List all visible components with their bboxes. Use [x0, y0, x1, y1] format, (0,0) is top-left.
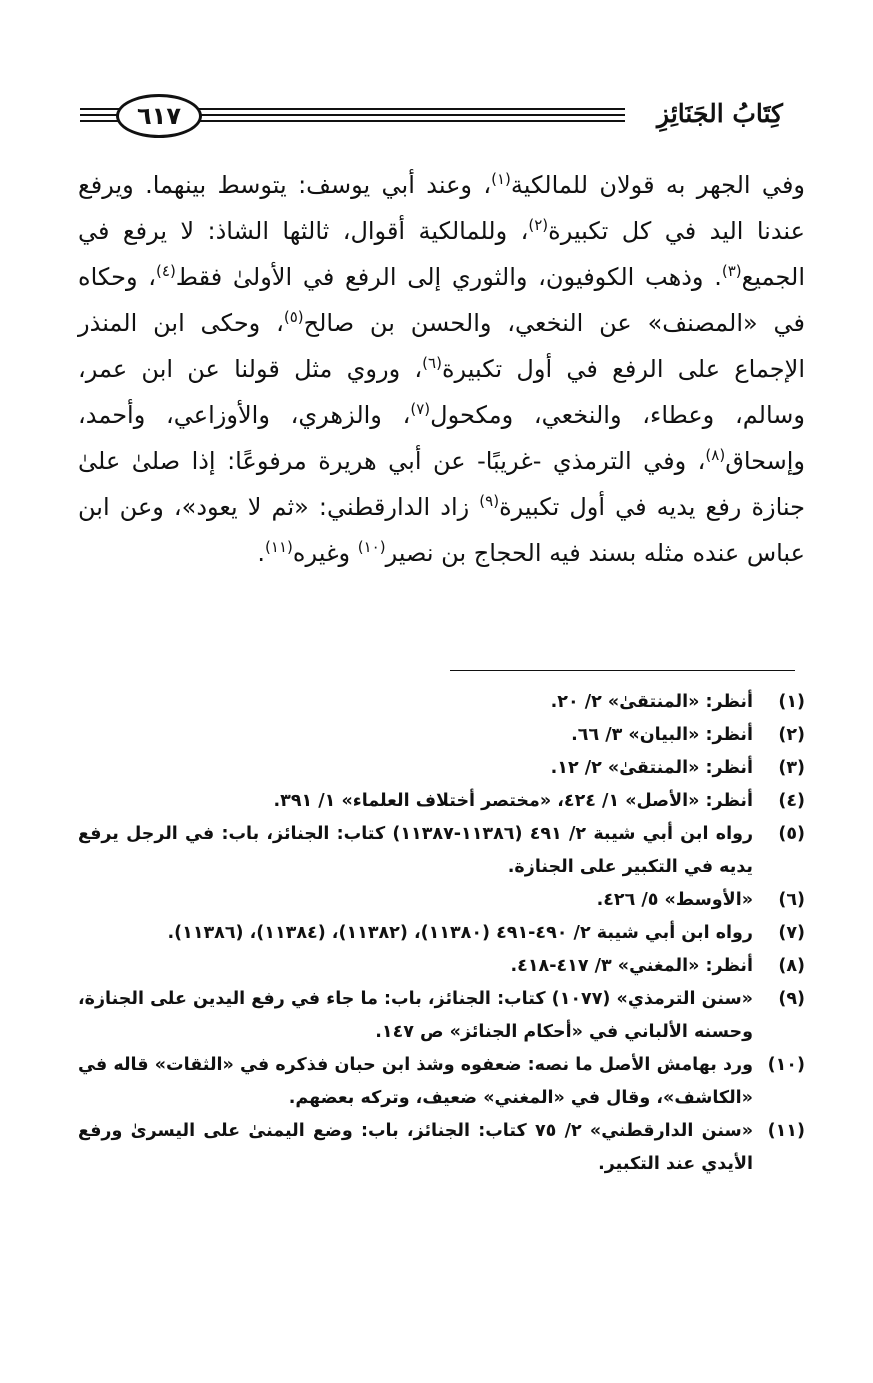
text-run: وغيره — [292, 539, 358, 567]
footnote-text: ورد بهامش الأصل ما نصه: ضعفوه وشذ ابن حبان فذكره في «الثقات» قاله في «الكاشف»، وقال في «المغني» ضعيف، وتركه بعضهم. — [78, 1055, 753, 1108]
page-number-oval — [116, 94, 202, 138]
footnote-number: (٢) — [778, 725, 805, 745]
text-run: . — [257, 539, 266, 567]
text-run: وفي الجهر به قولان للمالكية — [510, 171, 806, 199]
footnote-item — [78, 884, 805, 917]
main-text — [78, 162, 805, 576]
footnote-item — [78, 818, 805, 884]
page-number: ٦١٧ — [137, 102, 181, 130]
page-header — [80, 88, 805, 148]
footnote-ref[interactable]: (٥) — [283, 308, 304, 326]
footnote-number: (٨) — [778, 956, 805, 976]
footnote-ref[interactable]: (١١) — [265, 538, 293, 556]
footnote-ref[interactable]: (١) — [491, 170, 511, 188]
footnote-ref[interactable]: (٦) — [422, 354, 442, 372]
footnote-text: أنظر: «المنتقىٰ» ٢/ ٢٠. — [550, 692, 753, 712]
footnote-number: (٧) — [778, 923, 805, 943]
footnote-text: «سنن الدارقطني» ٢/ ٧٥ كتاب: الجنائز، باب: وضع اليمنىٰ على اليسرىٰ ورفع الأيدي عند التكبير. — [78, 1121, 753, 1174]
text-run: ، وفي الترمذي -غريبًا- عن أبي هريرة مرفوعًا: إذا صلىٰ علىٰ جنازة رفع يديه في أول تكبيرة — [78, 447, 805, 521]
footnote-text: رواه ابن أبي شيبة ٢/ ٤٩١ (١١٣٨٦-١١٣٨٧) كتاب: الجنائز، باب: في الرجل يرفع يديه في التكبير على الجنازة. — [78, 824, 754, 877]
footnote-item — [78, 752, 805, 785]
text-run: ، وروي مثل قولنا عن ابن عمر، وسالم، وعطاء، والنخعي، ومكحول — [78, 355, 805, 429]
footnote-ref[interactable]: (٧) — [410, 400, 431, 418]
text-run: . وذهب الكوفيون، والثوري إلى الرفع في الأولىٰ فقط — [175, 263, 722, 291]
footnote-ref[interactable]: (٢) — [528, 216, 549, 234]
footnote-text: أنظر: «المغني» ٣/ ٤١٧-٤١٨. — [510, 956, 753, 976]
footnote-number: (١١) — [767, 1121, 805, 1141]
footnote-number: (٦) — [778, 890, 805, 910]
footnote-item — [78, 950, 805, 983]
footnote-number: (١) — [778, 692, 805, 712]
footnote-item — [78, 686, 805, 719]
footnotes — [78, 686, 805, 1181]
footnote-number: (٩) — [778, 989, 805, 1009]
footnote-separator — [450, 670, 795, 671]
footnote-number: (١٠) — [767, 1055, 805, 1075]
main-paragraph — [78, 162, 805, 576]
footnote-number: (٤) — [778, 791, 805, 811]
footnote-ref[interactable]: (٨) — [705, 446, 726, 464]
footnote-number: (٥) — [778, 824, 805, 844]
footnote-item — [78, 785, 805, 818]
footnote-text: «الأوسط» ٥/ ٤٢٦. — [596, 890, 753, 910]
footnote-text: أنظر: «الأصل» ١/ ٤٢٤، «مختصر أختلاف العلماء» ١/ ٣٩١. — [273, 791, 753, 811]
footnote-text: أنظر: «البيان» ٣/ ٦٦. — [571, 725, 753, 745]
footnote-ref[interactable]: (٤) — [156, 262, 176, 280]
running-title: كِتَابُ الجَنَائِزِ — [625, 94, 815, 134]
footnote-item — [78, 1115, 805, 1181]
text-run: ، وحكى ابن المنذر الإجماع على الرفع في أول تكبيرة — [78, 309, 805, 383]
footnote-text: «سنن الترمذي» (١٠٧٧) كتاب: الجنائز، باب: ما جاء في رفع اليدين على الجنازة، وحسنه الألباني في «أحكام الجنائز» ص ١٤٧. — [78, 989, 753, 1042]
footnote-item — [78, 719, 805, 752]
text-run: ، وللمالكية أقوال، ثالثها الشاذ: لا يرفع في الجميع — [78, 217, 805, 291]
footnote-item — [78, 1049, 805, 1115]
footnote-text: أنظر: «المنتقىٰ» ٢/ ١٢. — [550, 758, 753, 778]
text-run: ، وحكاه في «المصنف» عن النخعي، والحسن بن صالح — [78, 263, 805, 337]
footnote-item — [78, 983, 805, 1049]
footnote-number: (٣) — [778, 758, 805, 778]
footnote-ref[interactable]: (٩) — [479, 492, 500, 510]
footnote-text: رواه ابن أبي شيبة ٢/ ٤٩٠-٤٩١ (١١٣٨٠)، (١١٣٨٢)، (١١٣٨٤)، (١١٣٨٦). — [167, 923, 753, 943]
footnote-ref[interactable]: (٣) — [721, 262, 742, 280]
text-run: زاد الدارقطني: «ثم لا يعود»، وعن ابن عباس عنده مثله بسند فيه الحجاج بن نصير — [78, 493, 805, 567]
footnote-ref[interactable]: (١٠) — [357, 538, 386, 556]
footnote-item — [78, 917, 805, 950]
text-run: ، وعند أبي يوسف: يتوسط بينهما. ويرفع عندنا اليد في كل تكبيرة — [78, 171, 805, 245]
text-run: ، والزهري، والأوزاعي، وأحمد، وإسحاق — [78, 401, 805, 475]
